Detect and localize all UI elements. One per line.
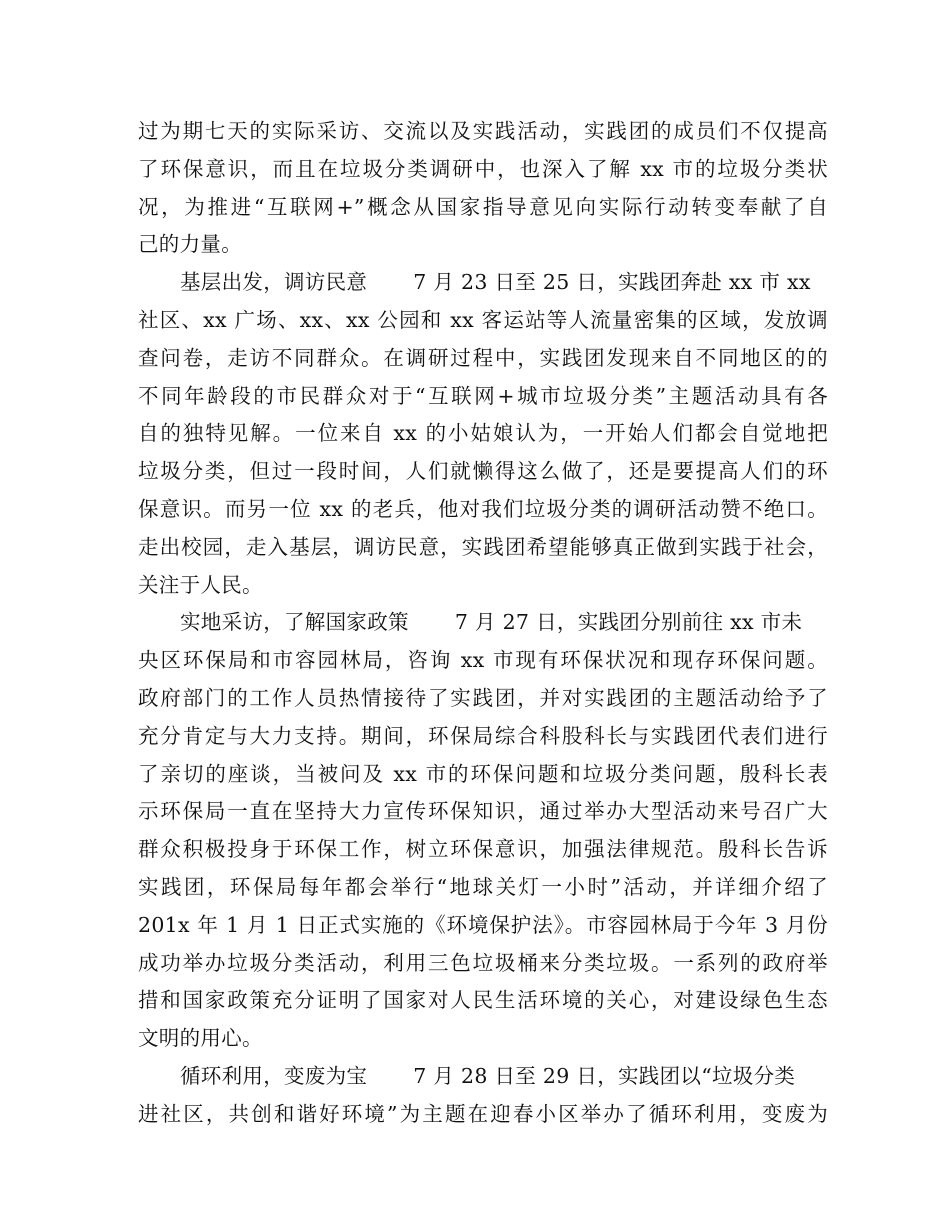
paragraph-1-line-3: 况，为推进“互联网+”概念从国家指导意见向实际行动转变奉献了自 bbox=[138, 194, 828, 219]
paragraph-2-line-4: 不同年龄段的市民群众对于“互联网+城市垃圾分类”主题活动具有各 bbox=[138, 383, 828, 408]
paragraph-1-line-2: 了环保意识，而且在垃圾分类调研中，也深入了解 xx 市的垃圾分类状 bbox=[138, 156, 828, 181]
paragraph-3-line-2: 央区环保局和市容园林局，咨询 xx 市现有环保状况和现存环保问题。 bbox=[138, 648, 828, 673]
paragraph-2-line-5: 自的独特见解。一位来自 xx 的小姑娘认为，一开始人们都会自觉地把 bbox=[138, 421, 828, 446]
paragraph-3-heading: 实地采访，了解国家政策 bbox=[180, 610, 409, 635]
paragraph-3-line-11: 措和国家政策充分证明了国家对人民生活环境的关心，对建设绿色生态 bbox=[138, 988, 828, 1013]
paragraph-2-line-7: 保意识。而另一位 xx 的老兵，他对我们垃圾分类的调研活动赞不绝口。 bbox=[138, 496, 828, 521]
paragraph-2-line-6: 垃圾分类，但过一段时间，人们就懒得这么做了，还是要提高人们的环 bbox=[138, 459, 828, 484]
paragraph-2-line-2: 社区、xx 广场、xx、xx 公园和 xx 客运站等人流量密集的区域，发放调 bbox=[138, 307, 828, 332]
paragraph-3-line-5: 了亲切的座谈，当被问及 xx 市的环保问题和垃圾分类问题，殷科长表 bbox=[138, 761, 828, 786]
paragraph-3-line-9: 201x 年 1 月 1 日正式实施的《环境保护法》。市容园林局于今年 3 月份 bbox=[138, 912, 828, 937]
paragraph-2-line-8: 走出校园，走入基层，调访民意，实践团希望能够真正做到实践于社会， bbox=[138, 534, 828, 559]
paragraph-4-first-line bbox=[138, 1058, 828, 1096]
paragraph-3-line-8: 实践团，环保局每年都会举行“地球关灯一小时”活动，并详细介绍了 bbox=[138, 874, 828, 899]
paragraph-3-first-line bbox=[138, 604, 828, 642]
paragraph-2-line-9: 关注于人民。 bbox=[138, 572, 263, 597]
paragraph-2-first-line-text: 7 月 23 日至 25 日，实践团奔赴 xx 市 xx bbox=[413, 270, 811, 295]
body-text bbox=[138, 113, 828, 1134]
paragraph-3-line-3: 政府部门的工作人员热情接待了实践团，并对实践团的主题活动给予了 bbox=[138, 685, 828, 710]
paragraph-1-line-4: 己的力量。 bbox=[138, 232, 242, 257]
paragraph-2-line-3: 查问卷，走访不同群众。在调研过程中，实践团发现来自不同地区的的 bbox=[138, 345, 828, 370]
paragraph-3-line-4: 充分肯定与大力支持。期间，环保局综合科股科长与实践团代表们进行 bbox=[138, 723, 828, 748]
paragraph-3-line-7: 群众积极投身于环保工作，树立环保意识，加强法律规范。殷科长告诉 bbox=[138, 837, 828, 862]
paragraph-3-line-6: 示环保局一直在坚持大力宣传环保知识，通过举办大型活动来号召广大 bbox=[138, 799, 828, 824]
paragraph-2-heading: 基层出发，调访民意 bbox=[180, 270, 368, 295]
paragraph-4-heading: 循环利用，变废为宝 bbox=[180, 1063, 368, 1088]
paragraph-3-line-12: 文明的用心。 bbox=[138, 1026, 263, 1051]
paragraph-3-first-line-text: 7 月 27 日，实践团分别前往 xx 市未 bbox=[454, 610, 803, 635]
paragraph-1-line-1: 过为期七天的实际采访、交流以及实践活动，实践团的成员们不仅提高 bbox=[138, 119, 828, 143]
paragraph-3-line-10: 成功举办垃圾分类活动，利用三色垃圾桶来分类垃圾。一系列的政府举 bbox=[138, 950, 828, 975]
paragraph-2-first-line bbox=[138, 264, 828, 302]
paragraph-4-line-2: 进社区，共创和谐好环境”为主题在迎春小区举办了循环利用，变废为 bbox=[138, 1101, 828, 1126]
paragraph-4-first-line-text: 7 月 28 日至 29 日，实践团以“垃圾分类 bbox=[413, 1063, 796, 1088]
